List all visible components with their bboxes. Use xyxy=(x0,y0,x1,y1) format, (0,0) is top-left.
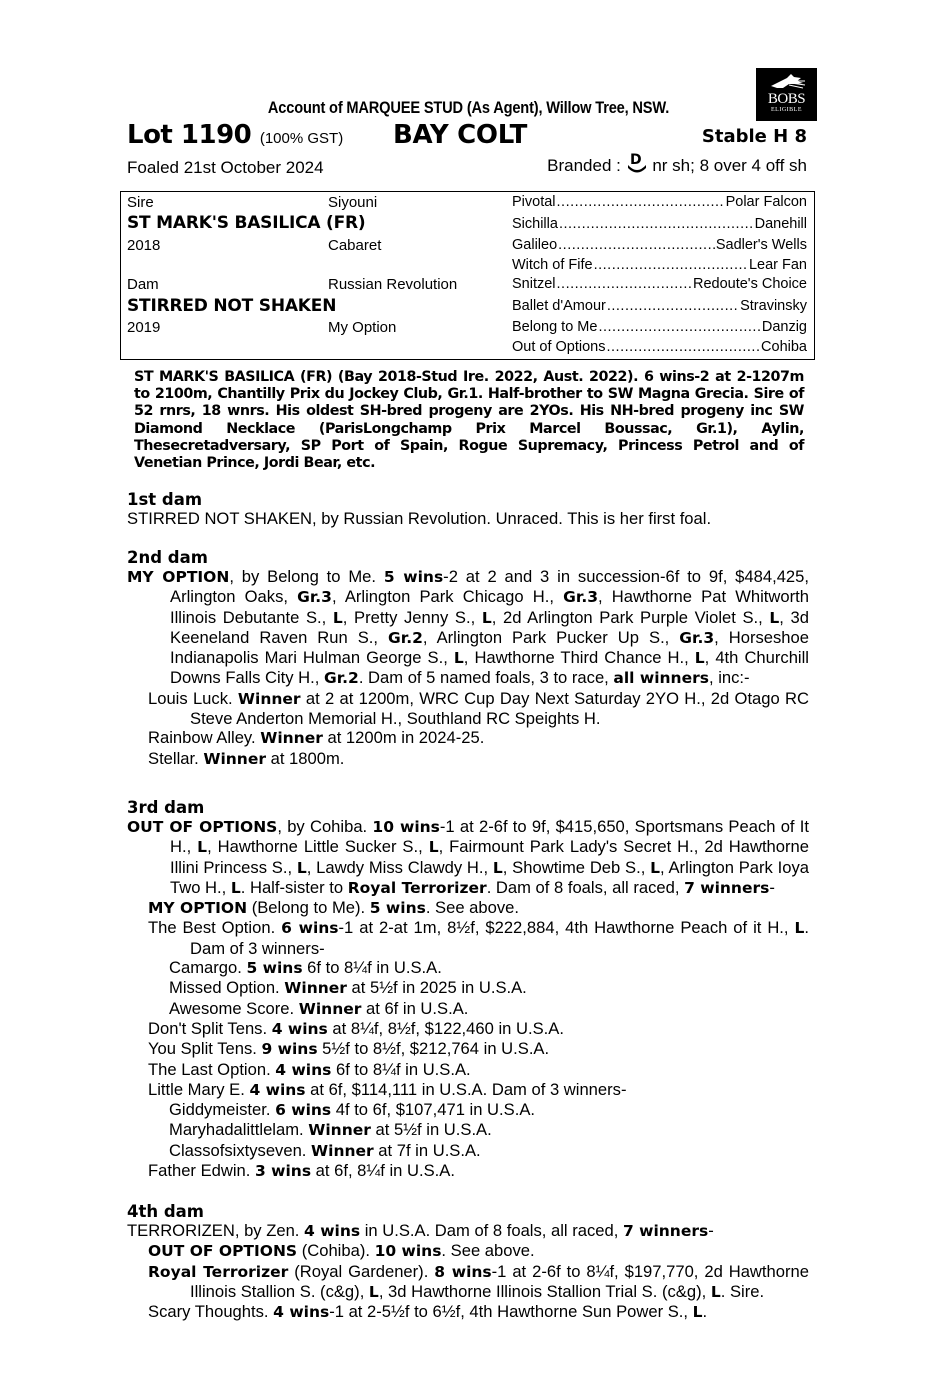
lot-label: Lot 1190 xyxy=(127,120,252,150)
branded-info xyxy=(547,151,807,176)
logo-bobs: BOBS xyxy=(767,91,806,107)
sire-dam: Cabaret xyxy=(328,237,382,254)
gp-left: Out of Options xyxy=(512,339,606,355)
progeny-entry: Royal Terrorizer (Royal Gardener). 8 wins-1 at 2-6f to 8¼f, $197,770, 2d Hawthorne Illinois Stallion S. (c&g), L, 3d Hawthorne Illinois Stallion Trial S. (c&g), L. Sire. xyxy=(148,1261,809,1301)
gp-left: Galileo xyxy=(512,237,558,253)
progeny-entry: Louis Luck. Winner at 2 at 1200m, WRC Cup Day Next Saturday 2YO H., 2d Otago RC Steve Anderton Memorial H., Southland RC Speights H. xyxy=(148,688,809,729)
section-heading: 1st dam xyxy=(127,490,203,509)
progeny-entry: You Split Tens. 9 wins 5½f to 8½f, $212,764 in U.S.A. xyxy=(148,1039,550,1059)
progeny-entry: Classofsixtyseven. Winner at 7f in U.S.A. xyxy=(169,1140,481,1160)
gst-note: (100% GST) xyxy=(259,130,344,147)
horse-head-icon xyxy=(767,72,807,92)
lot-number xyxy=(127,120,343,150)
leader-dots xyxy=(594,257,748,273)
gp-right: Stravinsky xyxy=(740,298,807,314)
leader-dots xyxy=(557,194,725,210)
progeny-entry: OUT OF OPTIONS (Cohiba). 10 wins. See above. xyxy=(148,1241,535,1261)
vendor-account: Account of MARQUEE STUD (As Agent), Willow Tree, NSW. xyxy=(267,98,670,117)
sire-name: ST MARK'S BASILICA (FR) xyxy=(127,213,366,233)
progeny-entry: Awesome Score. Winner at 6f in U.S.A. xyxy=(169,998,469,1018)
logo-eligible: ELIGIBLE xyxy=(771,107,802,113)
progeny-entry: Stellar. Winner at 1800m. xyxy=(148,748,345,768)
gp-left: Belong to Me xyxy=(512,319,598,335)
dam-name: STIRRED NOT SHAKEN xyxy=(127,296,337,316)
gp-right: Danzig xyxy=(761,319,807,335)
progeny-entry: The Last Option. 4 wins 6f to 8¼f in U.S.A. xyxy=(148,1059,471,1079)
progeny-entry: The Best Option. 6 wins-1 at 2-at 1m, 8½f, $222,884, 4th Hawthorne Peach of it H., L. Dam of 3 winners- xyxy=(148,918,809,958)
progeny-entry: Father Edwin. 3 wins at 6f, 8¼f in U.S.A. xyxy=(148,1161,455,1181)
sire-year: 2018 xyxy=(127,237,161,254)
third-dam-section xyxy=(127,798,809,1181)
second-dam-section xyxy=(127,548,809,769)
dam-sire: Russian Revolution xyxy=(328,276,458,293)
progeny-entry: Camargo. 5 wins 6f to 8¼f in U.S.A. xyxy=(169,958,442,978)
svg-text:D: D xyxy=(629,152,642,168)
leader-dots xyxy=(607,339,761,355)
progeny-entry: Giddymeister. 6 wins 4f to 6f, $107,471 in U.S.A. xyxy=(169,1100,536,1120)
second-dam-entry: MY OPTION, by Belong to Me. 5 wins-2 at 2 and 3 in succession-6f to 9f, $484,425, Arlington Oaks, Gr.3, Arlington Park Chicago H., Gr.3, Hawthorne Pat Whitworth Illinois Debutante S., L, Pretty Jenny S., L, 2d Arlington Park Purple Violet S., L, 3d Keeneland Raven Run S., Gr.2, Arlington Park Pucker Up S., Gr.3, Horseshoe Indianapolis Mari Hulman George S., L, Hawthorne Third Chance H., L, 4th Churchill Downs Falls City H., Gr.2. Dam of 5 named foals, 3 to race, all winners, inc:- xyxy=(127,567,809,688)
gp-right: Polar Falcon xyxy=(725,194,807,210)
brand-mark-icon xyxy=(626,151,648,175)
progeny-entry: Rainbow Alley. Winner at 1200m in 2024-25. xyxy=(148,728,485,748)
third-dam-entry: OUT OF OPTIONS, by Cohiba. 10 wins-1 at 2-6f to 9f, $415,650, Sportsmans Peach of It H., L, Hawthorne Little Sucker S., L, Fairmount Park Lady's Secret H., 2d Hawthorne Illini Princess S., L, Lawdy Miss Clawdy H., L, Showtime Deb S., L, Arlington Park Ioya Two H., L. Half-sister to Royal Terrorizer. Dam of 8 foals, all raced, 7 winners- xyxy=(127,817,810,897)
fourth-dam-entry: TERRORIZEN, by Zen. 4 wins in U.S.A. Dam of 8 foals, all raced, 7 winners- xyxy=(127,1221,714,1240)
grandparent-row xyxy=(512,216,807,236)
gp-right: Sadler's Wells xyxy=(715,237,807,253)
leader-dots xyxy=(558,237,715,253)
section-heading: 2nd dam xyxy=(127,548,208,567)
leader-dots xyxy=(559,216,754,232)
grandparent-row xyxy=(512,257,807,277)
progeny-entry: Scary Thoughts. 4 wins-1 at 2-5½f to 6½f, 4th Hawthorne Sun Power S., L. xyxy=(148,1302,708,1322)
branded-label: Branded : xyxy=(547,156,621,175)
first-dam-text: STIRRED NOT SHAKEN, by Russian Revolution. Unraced. This is her first foal. xyxy=(127,509,712,528)
progeny-entry: Maryhadalittlelam. Winner at 5½f in U.S.A. xyxy=(169,1120,492,1140)
progeny-entry: MY OPTION (Belong to Me). 5 wins. See above. xyxy=(148,898,520,918)
sire-summary: ST MARK'S BASILICA (FR) (Bay 2018-Stud Ire. 2022, Aust. 2022). 6 wins-2 at 2-1207m to 2100m, Chantilly Prix du Jockey Club, Gr.1. Half-brother to SW Magna Grecia. Sire of 52 rnrs, 18 wnrs. His oldest SH-bred progeny are 2YOs. His NH-bred progeny inc SW Diamond Necklace (ParisLongchamp Prix Marcel Boussac, Gr.1), Aylin, Thesecretadversary, SP Port of Spain, Rogue Supremacy, Princess Petrol and of Venetian Prince, Jordi Bear, etc. xyxy=(134,369,804,472)
gp-right: Lear Fan xyxy=(748,257,807,273)
gp-right: Redoute's Choice xyxy=(692,276,807,292)
bobs-eligible-logo xyxy=(756,68,817,121)
gp-right: Cohiba xyxy=(761,339,807,355)
progeny-entry: Don't Split Tens. 4 wins at 8¼f, 8½f, $122,460 in U.S.A. xyxy=(148,1018,564,1038)
leader-dots xyxy=(557,276,692,292)
branded-text: nr sh; 8 over 4 off sh xyxy=(652,156,807,175)
grandparent-row xyxy=(512,237,807,257)
gp-left: Witch of Fife xyxy=(512,257,593,273)
grandparent-row xyxy=(512,276,807,296)
grandparent-row xyxy=(512,319,807,339)
first-dam-section xyxy=(127,490,809,528)
grandparent-row xyxy=(512,194,807,214)
leader-dots xyxy=(598,319,760,335)
gp-left: Ballet d'Amour xyxy=(512,298,606,314)
gp-left: Pivotal xyxy=(512,194,556,210)
foaled-date: Foaled 21st October 2024 xyxy=(127,158,324,177)
stable-location: Stable H 8 xyxy=(701,126,807,147)
dam-dam: My Option xyxy=(328,319,397,336)
sire-sire: Siyouni xyxy=(328,194,378,211)
pedigree-table xyxy=(120,191,815,360)
section-heading: 3rd dam xyxy=(127,798,205,817)
progeny-entry: Missed Option. Winner at 5½f in 2025 in U.S.A. xyxy=(169,978,527,998)
fourth-dam-section xyxy=(127,1202,809,1322)
horse-name: MY OPTION xyxy=(127,568,230,586)
progeny-entry: Little Mary E. 4 wins at 6f, $114,111 in U.S.A. Dam of 3 winners- xyxy=(148,1079,627,1099)
sire-label: Sire xyxy=(127,194,154,211)
leader-dots xyxy=(607,298,739,314)
dam-year: 2019 xyxy=(127,319,161,336)
grandparent-row xyxy=(512,339,807,359)
section-heading: 4th dam xyxy=(127,1202,204,1221)
gp-left: Sichilla xyxy=(512,216,558,232)
gp-left: Snitzel xyxy=(512,276,556,292)
dam-label: Dam xyxy=(127,276,159,293)
gp-right: Danehill xyxy=(754,216,807,232)
grandparent-row xyxy=(512,298,807,318)
sex-colour: BAY COLT xyxy=(393,120,528,150)
lot-line xyxy=(127,120,810,152)
